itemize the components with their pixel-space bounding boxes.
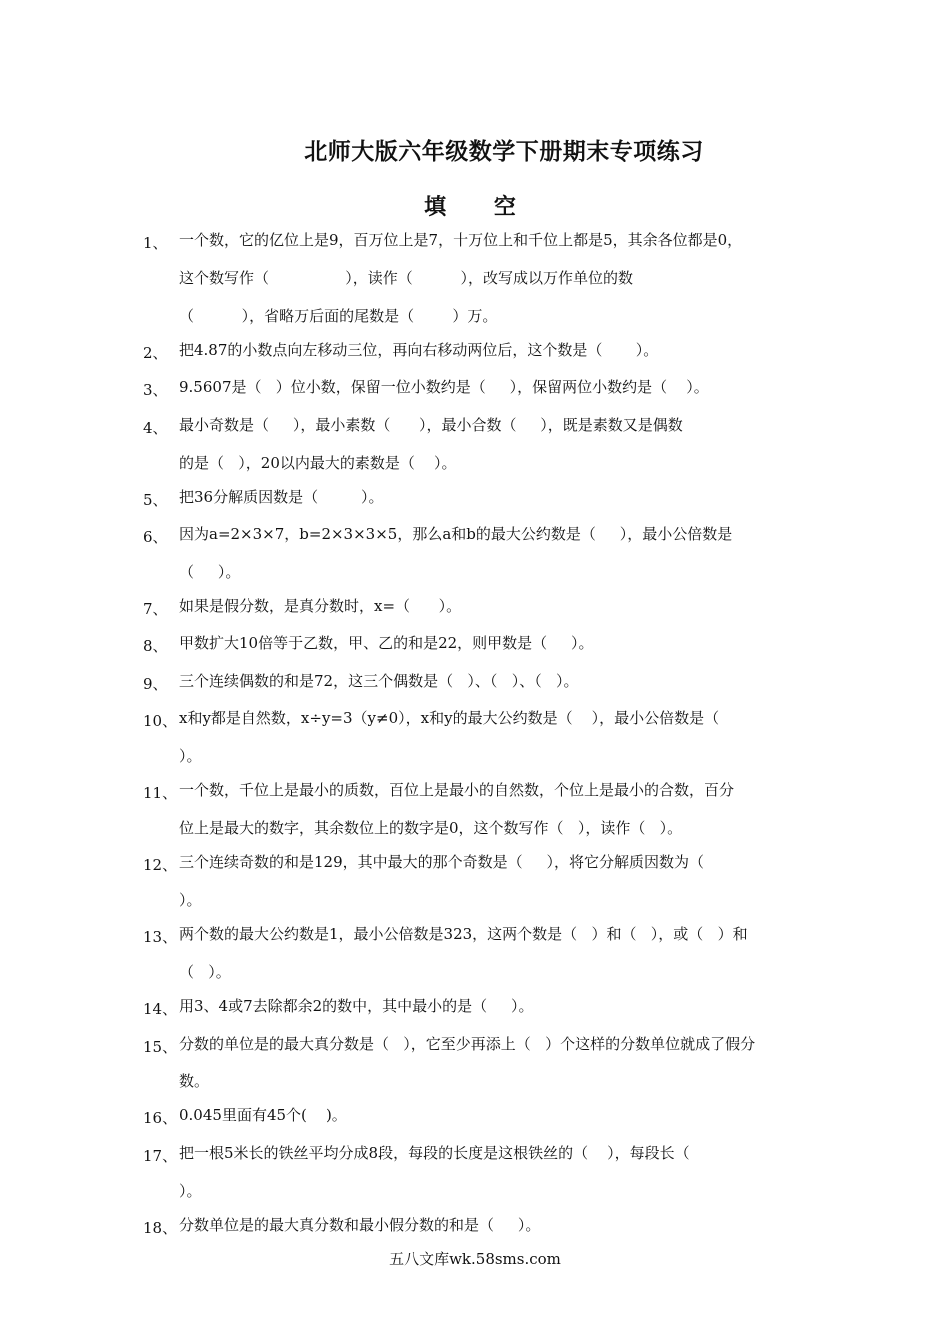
question-number: 8、: [143, 637, 168, 656]
question-line: 用3、4或7去除都余2的数中，其中最小的是（ ）。: [179, 997, 534, 1016]
question-line: 三个连续偶数的和是72，这三个偶数是（ ）、（ ）、（ ）。: [179, 671, 579, 690]
question-13: [143, 926, 811, 982]
question-3: [143, 379, 811, 400]
question-number: 6、: [143, 528, 168, 547]
question-number: 7、: [143, 600, 168, 619]
question-number: 4、: [143, 418, 168, 437]
question-line: x和y都是自然数，x÷y=3（y≠0），x和y的最大公约数是（ ），最小公倍数是（: [179, 709, 720, 728]
question-line: 把一根5米长的铁丝平均分成8段，每段的长度是这根铁丝的（ ），每段长（: [179, 1143, 690, 1162]
question-9: [143, 673, 811, 694]
question-number: 1、: [143, 234, 168, 252]
question-line: 数。: [179, 1072, 210, 1091]
question-line: ）。: [179, 747, 202, 766]
question-number: 17、: [143, 1146, 178, 1165]
question-17: [143, 1145, 811, 1201]
question-line: 因为a=2×3×7，b=2×3×3×5，那么a和b的最大公约数是（ ），最小公倍数是: [179, 525, 733, 544]
question-number: 16、: [143, 1109, 178, 1128]
question-number: 14、: [143, 1000, 178, 1019]
question-line: （ ）。: [179, 963, 231, 982]
question-number: 13、: [143, 928, 178, 947]
question-7: [143, 598, 811, 619]
question-line: （ ）。: [179, 563, 241, 582]
question-16: [143, 1107, 811, 1128]
question-number: 15、: [143, 1037, 178, 1056]
question-12: [143, 854, 811, 910]
question-line: 把36分解质因数是（ ）。: [179, 487, 384, 506]
question-line: 一个数，千位上是最小的质数，百位上是最小的自然数，个位上是最小的合数，百分: [179, 781, 735, 800]
question-list: [143, 232, 811, 1238]
question-line: 如果是假分数，是真分数时，x=（ ）。: [179, 597, 462, 616]
question-18: [143, 1217, 811, 1238]
question-line: 9.5607是（ ）位小数，保留一位小数约是（ ），保留两位小数约是（ ）。: [179, 378, 709, 397]
question-5: [143, 489, 811, 510]
question-line: 两个数的最大公约数是1，最小公倍数是323，这两个数是（ ）和（ ），或（ ）和: [179, 925, 748, 944]
question-line: 0.045里面有45个( )。: [179, 1106, 347, 1125]
question-number: 9、: [143, 674, 168, 693]
question-6: [143, 526, 811, 582]
section-title: 填 空: [424, 195, 536, 220]
question-line: 的是（ ），20以内最大的素数是（ ）。: [179, 453, 457, 472]
question-number: 18、: [143, 1218, 178, 1237]
question-11: [143, 782, 811, 838]
question-line: 三个连续奇数的和是129，其中最大的那个奇数是（ ），将它分解质因数为（: [179, 853, 704, 872]
page-title: 北师大版六年级数学下册期末专项练习: [304, 139, 704, 165]
question-line: 这个数写作（ ），读作（ ），改写成以万作单位的数: [179, 268, 633, 287]
question-line: 把4.87的小数点向左移动三位，再向右移动两位后，这个数是（ ）。: [179, 340, 659, 359]
question-line: 一个数，它的亿位上是9，百万位上是7，十万位上和千位上都是5，其余各位都是0，: [179, 231, 743, 249]
question-8: [143, 635, 811, 656]
question-line: （ ），省略万后面的尾数是（ ）万。: [179, 306, 498, 325]
question-1: [143, 232, 811, 326]
footer-watermark: 五八文库wk.58sms.com: [389, 1250, 561, 1268]
question-line: ）。: [179, 1181, 202, 1200]
question-line: 位上是最大的数字，其余数位上的数字是0，这个数写作（ ），读作（ ）。: [179, 819, 683, 838]
question-number: 11、: [143, 784, 178, 803]
question-number: 5、: [143, 490, 168, 509]
question-line: 分数的单位是的最大真分数是（ ），它至少再添上（ ）个这样的分数单位就成了假分: [179, 1034, 756, 1053]
question-10: [143, 710, 811, 766]
question-4: [143, 417, 811, 473]
question-number: 12、: [143, 856, 178, 875]
question-15: [143, 1036, 811, 1092]
question-number: 2、: [143, 343, 168, 362]
question-line: 甲数扩大10倍等于乙数，甲、乙的和是22，则甲数是（ ）。: [179, 634, 594, 653]
question-line: 最小奇数是（ ），最小素数（ ），最小合数（ ），既是素数又是偶数: [179, 415, 683, 434]
question-number: 3、: [143, 381, 168, 400]
question-number: 10、: [143, 712, 178, 731]
question-line: ）。: [179, 891, 202, 910]
question-14: [143, 998, 811, 1019]
question-line: 分数单位是的最大真分数和最小假分数的和是（ ）。: [179, 1215, 541, 1234]
question-2: [143, 342, 811, 363]
